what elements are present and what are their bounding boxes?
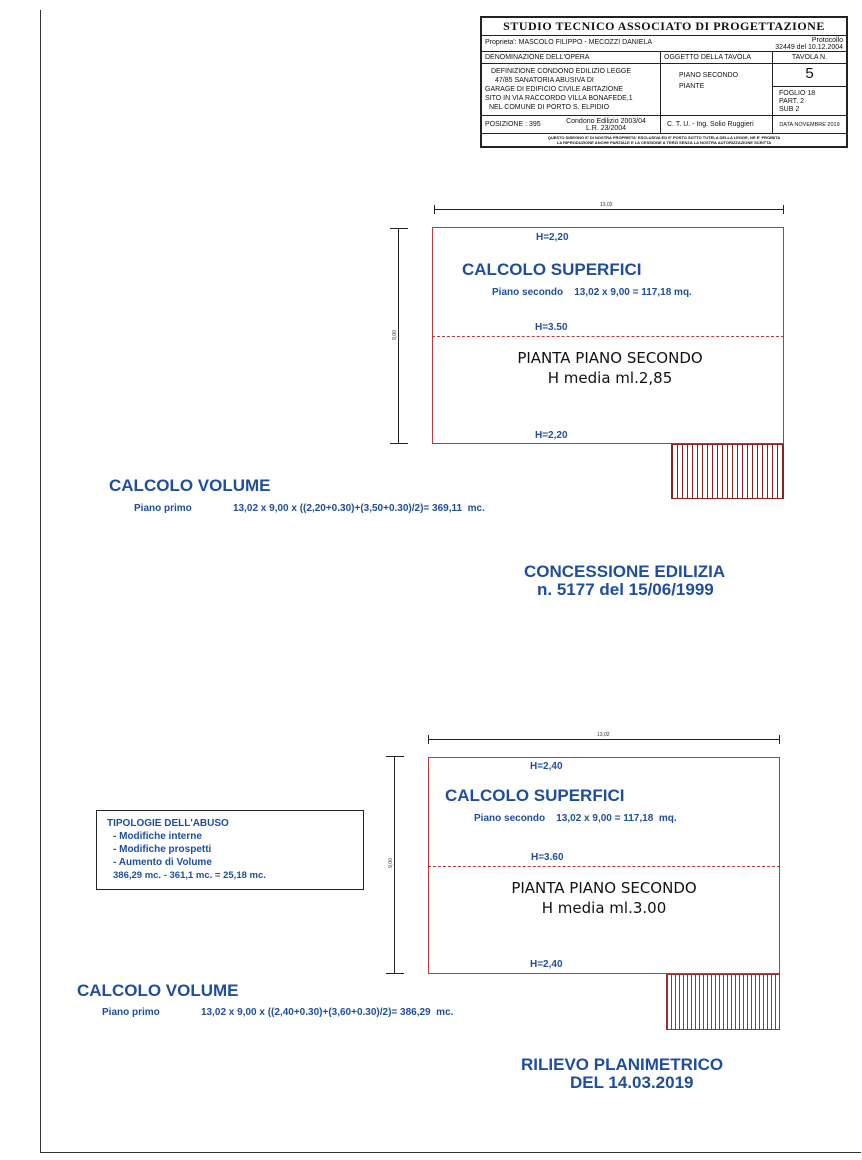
plan1-dashed-line: [432, 336, 784, 337]
oggetto-description: [660, 64, 772, 115]
plan2-hatched-area: [666, 974, 780, 1030]
title-block-position-row: [482, 116, 846, 134]
title-block-footer: [482, 134, 846, 146]
plan1-h-top: H=2,20: [536, 232, 569, 243]
denominazione-label: DENOMINAZIONE DELL'OPERA: [485, 54, 590, 61]
opera-description: [482, 64, 660, 115]
footer-line: QUESTO DISEGNO E' DI NOSTRA PROPRIETA' ESCLUSIVA ED E' POSTO SOTTO TUTELA DELLA LEGGE, NE E' PROIBITA: [547, 135, 781, 140]
desc-line: SITO IN VIA RACCORDO VILLA BONAFEDE,1: [485, 95, 633, 102]
plan2-width-dimension: [428, 739, 780, 740]
oggetto-line: PIANTE: [679, 83, 705, 90]
plan2-h-top: H=2,40: [530, 761, 563, 772]
abuso-calc: 386,29 mc. - 361,1 mc. = 25,18 mc.: [113, 870, 266, 881]
desc-line: NEL COMUNE DI PORTO S. ELPIDIO: [489, 104, 610, 111]
studio-name: STUDIO TECNICO ASSOCIATO DI PROGETTAZIONE: [503, 19, 825, 33]
title-block-labels-row: [482, 52, 846, 64]
plan2-superficie-line: Piano secondo 13,02 x 9,00 = 117,18 mq.: [474, 813, 677, 824]
plan2-h-mid: H=3.60: [531, 852, 564, 863]
concessione-line1: CONCESSIONE EDILIZIA: [524, 562, 726, 581]
plan2-h-media: H media ml.3.00: [541, 899, 667, 917]
title-block-owner-row: [482, 36, 846, 52]
ctu-text: C. T. U. - Ing. Solio Ruggieri: [660, 116, 772, 133]
footer-line: LA RIPRODUZIONE ANCHE PARZIALE E LA CESSIONE A TERZI SENZA LA NOSTRA AUTORIZZAZIONE SCRITTA: [556, 140, 772, 145]
oggetto-line: PIANO SECONDO: [679, 72, 739, 79]
concessione-line2: n. 5177 del 15/06/1999: [537, 580, 714, 599]
catasto-line: PART. 2: [779, 98, 805, 105]
title-block-body-row: [482, 64, 846, 116]
plan1-width-label: 13,02: [600, 202, 613, 208]
tavola-box: [772, 64, 846, 115]
title-block: [480, 16, 848, 148]
volume1-title: CALCOLO VOLUME: [109, 476, 271, 495]
abuso-title: TIPOLOGIE DELL'ABUSO: [107, 818, 229, 829]
plan2-height-label: 9,00: [387, 858, 394, 868]
protocol-value: 32449 del 10.12.2004: [775, 44, 843, 51]
plan1-calcolo-superfici: CALCOLO SUPERFICI: [462, 260, 642, 279]
volume1-label: Piano primo: [134, 503, 192, 514]
plan1-superficie-line: Piano secondo 13,02 x 9,00 = 117,18 mq.: [492, 287, 692, 298]
condono-text: [552, 116, 660, 133]
abuso-item: - Aumento di Volume: [113, 857, 212, 868]
date-text: DATA NOVEMBRE 2019: [772, 116, 846, 133]
plan2-title: PIANTA PIANO SECONDO: [511, 879, 697, 897]
plan1-h-media: H media ml.2,85: [547, 369, 673, 387]
catasto-line: SUB 2: [779, 106, 800, 113]
condono-line: Condono Edilizio 2003/04: [566, 118, 646, 125]
protocol-box: [752, 36, 846, 51]
abuso-box: [96, 810, 364, 890]
volume2-label: Piano primo: [102, 1007, 160, 1018]
condono-line: L.R. 23/2004: [585, 125, 627, 132]
plan2-width-label: 13,02: [597, 732, 610, 738]
rilievo-line1: RILIEVO PLANIMETRICO: [521, 1055, 724, 1074]
plan2-calcolo-superfici: CALCOLO SUPERFICI: [445, 786, 625, 805]
volume2-formula: 13,02 x 9,00 x ((2,40+0.30)+(3,60+0.30)/2)= 386,29 mc.: [201, 1007, 454, 1018]
catasto-box: [773, 87, 846, 114]
rilievo-line2: DEL 14.03.2019: [570, 1073, 694, 1092]
volume2-title: CALCOLO VOLUME: [77, 981, 239, 1000]
oggetto-label: OGGETTO DELLA TAVOLA: [660, 52, 772, 63]
plan1-title: PIANTA PIANO SECONDO: [517, 349, 703, 367]
desc-line: GARAGE DI EDIFICIO CIVILE ABITAZIONE: [485, 86, 623, 93]
plan2-h-bottom: H=2,40: [530, 959, 563, 970]
plan1-h-mid: H=3.50: [535, 322, 568, 333]
volume1-formula: 13,02 x 9,00 x ((2,20+0.30)+(3,50+0.30)/2)= 369,11 mc.: [233, 503, 485, 514]
plan1-hatched-area: [671, 444, 784, 499]
plan1-h-bottom: H=2,20: [535, 430, 568, 441]
plan2-dashed-line: [428, 866, 780, 867]
protocol-label: Protocollo: [811, 37, 843, 44]
abuso-item: - Modifiche interne: [113, 831, 202, 842]
title-block-header-row: [482, 18, 846, 36]
plan1-height-dimension: [398, 228, 399, 444]
posizione-text: POSIZIONE : 395: [485, 121, 541, 128]
tavola-number: 5: [773, 64, 846, 87]
plan1-width-dimension: [434, 209, 784, 210]
desc-line: DEFINIZIONE CONDONO EDILIZIO LEGGE: [491, 68, 632, 75]
abuso-item: - Modifiche prospetti: [113, 844, 212, 855]
owner-text: Proprieta': MASCOLO FILIPPO - MECOZZI DANIELA: [485, 39, 653, 46]
plan2-height-dimension: [394, 756, 395, 974]
catasto-line: FOGLIO 18: [779, 90, 816, 97]
tavola-label: TAVOLA N.: [772, 52, 846, 63]
desc-line: 47/85 SANATORIA ABUSIVA DI: [495, 77, 594, 84]
plan1-height-label: 9,00: [391, 330, 398, 340]
